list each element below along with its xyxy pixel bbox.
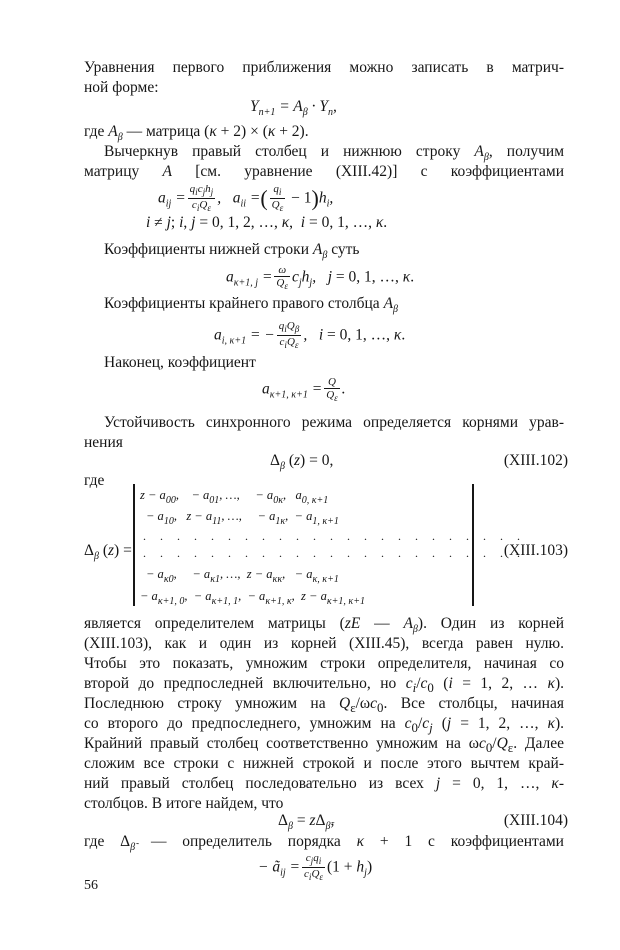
text-line: Коэффициенты крайнего правого столбца $A_\beta$ bbox=[104, 295, 399, 315]
equation-right-column: $a_{i, \kappa+1}$ = − $\frac{q_iQ_\beta}{c_iQ_\varepsilon}$ , i = 0, 1, …, κ. bbox=[214, 320, 406, 351]
equation-last: − $ã_{ij}$ = $\frac{c_jq_i}{c_iQ_\varepsilon}$ $(1 + h_j)$ bbox=[258, 852, 373, 883]
text-line: Вычеркнув правый столбец и нижнюю строку $A_\beta$, получим bbox=[104, 143, 564, 163]
equation-number-102: (XIII.102) bbox=[503, 452, 568, 469]
text-line: является определителем матрицы (zE — $A_\beta$). Один из корней bbox=[84, 615, 564, 635]
determinant-row: $z - a_{00}$, − $a_{01}$, …, − $a_{0\kappa}$, $a_{0, \kappa+1}$ bbox=[140, 488, 329, 506]
equation-corner: $a_{\kappa+1, \kappa+1}$ = $\frac{Q}{Q_\varepsilon}$ . bbox=[262, 376, 346, 404]
equation-103-lhs: $\Delta_\beta$ (z) = bbox=[84, 542, 132, 562]
text-line: Устойчивость синхронного режима определяется корнями урав- bbox=[104, 414, 564, 431]
text-line: сложим все строки с нижней строкой и после этого вычтем край- bbox=[84, 755, 564, 772]
text-line: где bbox=[84, 472, 105, 489]
condition-indices: i ≠ j; i, j = 0, 1, 2, …, κ, i = 0, 1, …, κ. bbox=[146, 214, 388, 231]
page-number: 56 bbox=[84, 878, 98, 893]
determinant-dots-row: . . . . . . . . . . . . . . . . . . . . . . . bbox=[143, 529, 526, 543]
determinant-row: − $a_{\kappa 0}$, − $a_{\kappa 1}$, …, $z - a_{\kappa\kappa}$, − $a_{\kappa, \kappa+1}$ bbox=[146, 567, 339, 585]
determinant-right-bar bbox=[472, 484, 474, 606]
text-line: со второго до предпоследнего, умножим на $c_0/c_j$ (j = 1, 2, …, κ). bbox=[84, 715, 564, 736]
text-line: Последнюю строку умножим на $Q_\varepsilon/\omega c_0$. Все столбцы, начиная bbox=[84, 695, 564, 716]
text-line: (XIII.103), как и один из корней (XIII.45), всегда равен нулю. bbox=[84, 635, 564, 652]
text-line: Крайний правый столбец соответственно умножим на $\omega c_0/Q_\varepsilon$. Далее bbox=[84, 735, 564, 756]
text-line: ной форме: bbox=[84, 79, 159, 96]
text-line: второй до предпоследней включительно, но $c_i/c_0$ (i = 1, 2, … κ). bbox=[84, 675, 564, 696]
text-line: где $A_\beta$ — матрица (κ + 2) × (κ + 2). bbox=[84, 123, 309, 143]
determinant-row: − $a_{\kappa+1, 0}$, − $a_{\kappa+1, 1}$, − $a_{\kappa+1, \kappa}$, $z - a_{\kappa+1, \kappa+1}$ bbox=[140, 589, 365, 607]
text-line: нения bbox=[84, 434, 123, 451]
text-line: ний правый столбец последовательно из всех j = 0, 1, …, κ- bbox=[84, 775, 564, 792]
determinant-row: − $a_{10}$, $z - a_{11}$, …, − $a_{1\kappa}$, − $a_{1, \kappa+1}$ bbox=[146, 509, 339, 527]
equation-104: $\Delta_\beta = z\Delta_{\betã}$, bbox=[278, 812, 335, 832]
equation-aij: $a_{ij}$ = $\frac{q_ic_jh_j}{c_iQ_\varepsilon}$ , $a_{ii}$ =( $\frac{q_i}{Q_\varepsilon}$ − $1)h_i$, bbox=[158, 183, 334, 214]
equation-number-103: (XIII.103) bbox=[503, 542, 568, 559]
equation-bottom-row: $a_{\kappa+1, j}$ = $\frac{\omega}{Q_\varepsilon}$ $c_jh_j$, j = 0, 1, …, κ. bbox=[226, 264, 415, 292]
equation-number-104: (XIII.104) bbox=[503, 812, 568, 829]
equation-y-recurrence: $Y_{n+1} = A_\beta \cdot Y_n$, bbox=[250, 98, 337, 118]
text-line: Наконец, коэффициент bbox=[104, 354, 256, 371]
text-line: Уравнения первого приближения можно записать в матрич- bbox=[84, 59, 564, 76]
text-line: Чтобы это показать, умножим строки определителя, начиная со bbox=[84, 655, 564, 672]
text-line: столбцов. В итоге найдем, что bbox=[84, 795, 284, 812]
determinant-dots-row: . . . . . . . . . . . . . . . . . . . . . . . bbox=[143, 546, 526, 560]
text-line: Коэффициенты нижней строки $A_\beta$ суть bbox=[104, 241, 360, 261]
text-line: матрицу A [см. уравнение (XIII.42)] с коэффициентами bbox=[84, 163, 565, 180]
equation-102: $\Delta_\beta$ (z) = 0, bbox=[270, 452, 334, 472]
text-line: где $\Delta_{\betã}$ — определитель порядка κ + 1 с коэффициентами bbox=[84, 833, 564, 853]
determinant-left-bar bbox=[133, 484, 135, 606]
